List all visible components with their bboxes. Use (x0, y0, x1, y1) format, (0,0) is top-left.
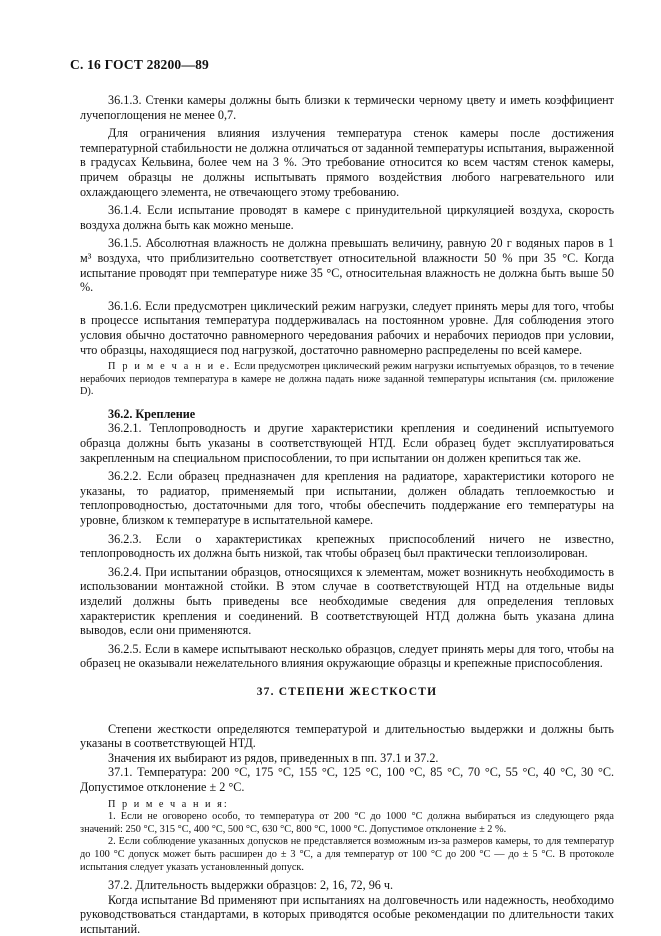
note-text: Если предусмотрен циклический режим нагрузки испытуемых образцов, то в течение нерабочих периодов температура в камере не должна падать ниже заданной температуры испытания (см. приложение D). (80, 361, 614, 398)
notes-label-text: П р и м е ч а н и я: (108, 798, 229, 810)
notes-label (80, 799, 614, 812)
paragraph-36-2-3: 36.2.3. Если о характеристиках крепежных приспособлений ничего не известно, теплопроводность их должна быть низкой, так чтобы образец был практически теплоизолирован. (80, 531, 614, 561)
subsection-title: Крепление (135, 406, 196, 421)
paragraph-36-1-4: 36.1.4. Если испытание проводят в камере с принудительной циркуляцией воздуха, скорость воздуха должна быть как можно меньше. (80, 203, 614, 232)
note-cyclic-load (80, 361, 614, 399)
paragraph-37-choose: Значения их выбирают из рядов, приведенных в пп. 37.1 и 37.2. (108, 750, 439, 765)
note-1: 1. Если не оговорено особо, то температура от 200 °С до 1000 °С должна выбираться из следующего ряда значений: 250 °С, 315 °С, 400 °С, 500 °С, 630 °С, 800 °С, 1000 °С. Допустимое отклонение ± 2 %. (80, 811, 614, 835)
note-2: 2. Если соблюдение указанных допусков не представляется возможным из-за размеров камеры, то для температур до 100 °С допуск может быть расширен до ± 3 °С, а для температур от 100 °С до 200 °С — до ± 5 °С. В протоколе испытания следует указать установленный допуск. (80, 836, 614, 873)
note-label: П р и м е ч а н и е. (108, 361, 232, 373)
paragraph-36-2-1: 36.2.1. Теплопроводность и другие характеристики крепления и соединений испытуемого образца должны быть указаны в соответствующей НТД. Если образец будет эксплуатироваться закрепленным на специальном приспособлении, то при испытании он должен крепиться так же. (80, 421, 614, 465)
document-body (80, 93, 614, 936)
paragraph-radiation: Для ограничения влияния излучения температура стенок камеры после достижения температурной стабильности не должна отличаться от заданной температуры испытания, выраженной в градусах Кельвина, более чем на 3 %. Это требование относится ко всем частям стенок камеры, причем образцы не должны испытывать прямого воздействия любого нагревательного или охлаждающего элемента, не отвечающего этому требованию. (80, 126, 614, 199)
paragraph-bd: Когда испытание Bd применяют при испытаниях на долговечность или надежность, необходимо руководствоваться стандартами, в которых приводятся особые рекомендации по длительности таких испытаний. (80, 892, 614, 936)
page-header: С. 16 ГОСТ 28200—89 (70, 57, 209, 72)
section-37-title: 37. СТЕПЕНИ ЖЕСТКОСТИ (256, 685, 438, 698)
paragraph-36-1-3: 36.1.3. Стенки камеры должны быть близки к термически черному цвету и иметь коэффициент лучепоглощения не менее 0,7. (80, 93, 614, 122)
paragraph-36-2-5: 36.2.5. Если в камере испытывают несколько образцов, следует принять меры для того, чтобы на образец не оказывали нежелательного влияния окружающие образцы и крепежные приспособления. (80, 641, 614, 671)
subsection-number: 36.2. (108, 406, 133, 421)
paragraph-36-1-6: 36.1.6. Если предусмотрен циклический режим нагрузки, следует принять меры для того, чтобы в процессе испытания температура поддерживалась на постоянном уровне. Для соблюдения этого условия обычно достаточно равномерного чередования рабочих и нерабочих периодов при условии, что образцы, находящиеся под нагрузкой, достаточно равномерно распределены по всей камере. (80, 298, 614, 357)
paragraph-36-2-4: 36.2.4. При испытании образцов, относящихся к элементам, может возникнуть необходимость в использовании монтажной стойки. В этом случае в соответствующей НТД на отдельные виды изделий должны быть приведены все необходимые сведения для определения тепловых характеристик крепления и соединений. В соответствующей НТД должна быть указана длина выводов, если они применяются. (80, 564, 614, 638)
subsection-36-2-heading (80, 407, 614, 422)
paragraph-37-2: 37.2. Длительность выдержки образцов: 2, 16, 72, 96 ч. (108, 878, 394, 893)
paragraph-36-1-5: 36.1.5. Абсолютная влажность не должна превышать величину, равную 20 г водяных паров в 1 м³ воздуха, что приблизительно соответствует относительной влажности 50 % при 35 °С. Когда испытание проводят при температуре ниже 35 °С, относительная влажность не должна быть выше 50 %. (80, 236, 614, 295)
paragraph-36-2-2: 36.2.2. Если образец предназначен для крепления на радиаторе, характеристики которого не указаны, то радиатор, применяемый при испытании, должен обладать теплоемкостью и теплопроводностью, достаточными для того, чтобы обеспечить поддержание его температуры на уровне, близком к температуре в испытательной камере. (80, 469, 614, 528)
paragraph-37-intro: Степени жесткости определяются температурой и длительностью выдержки и должны быть указаны в соответствующей НТД. (80, 721, 614, 751)
paragraph-37-1: 37.1. Температура: 200 °С, 175 °С, 155 °С, 125 °С, 100 °С, 85 °С, 70 °С, 55 °С, 40 °С, 30 °С. Допустимое отклонение ± 2 °С. (80, 765, 614, 794)
